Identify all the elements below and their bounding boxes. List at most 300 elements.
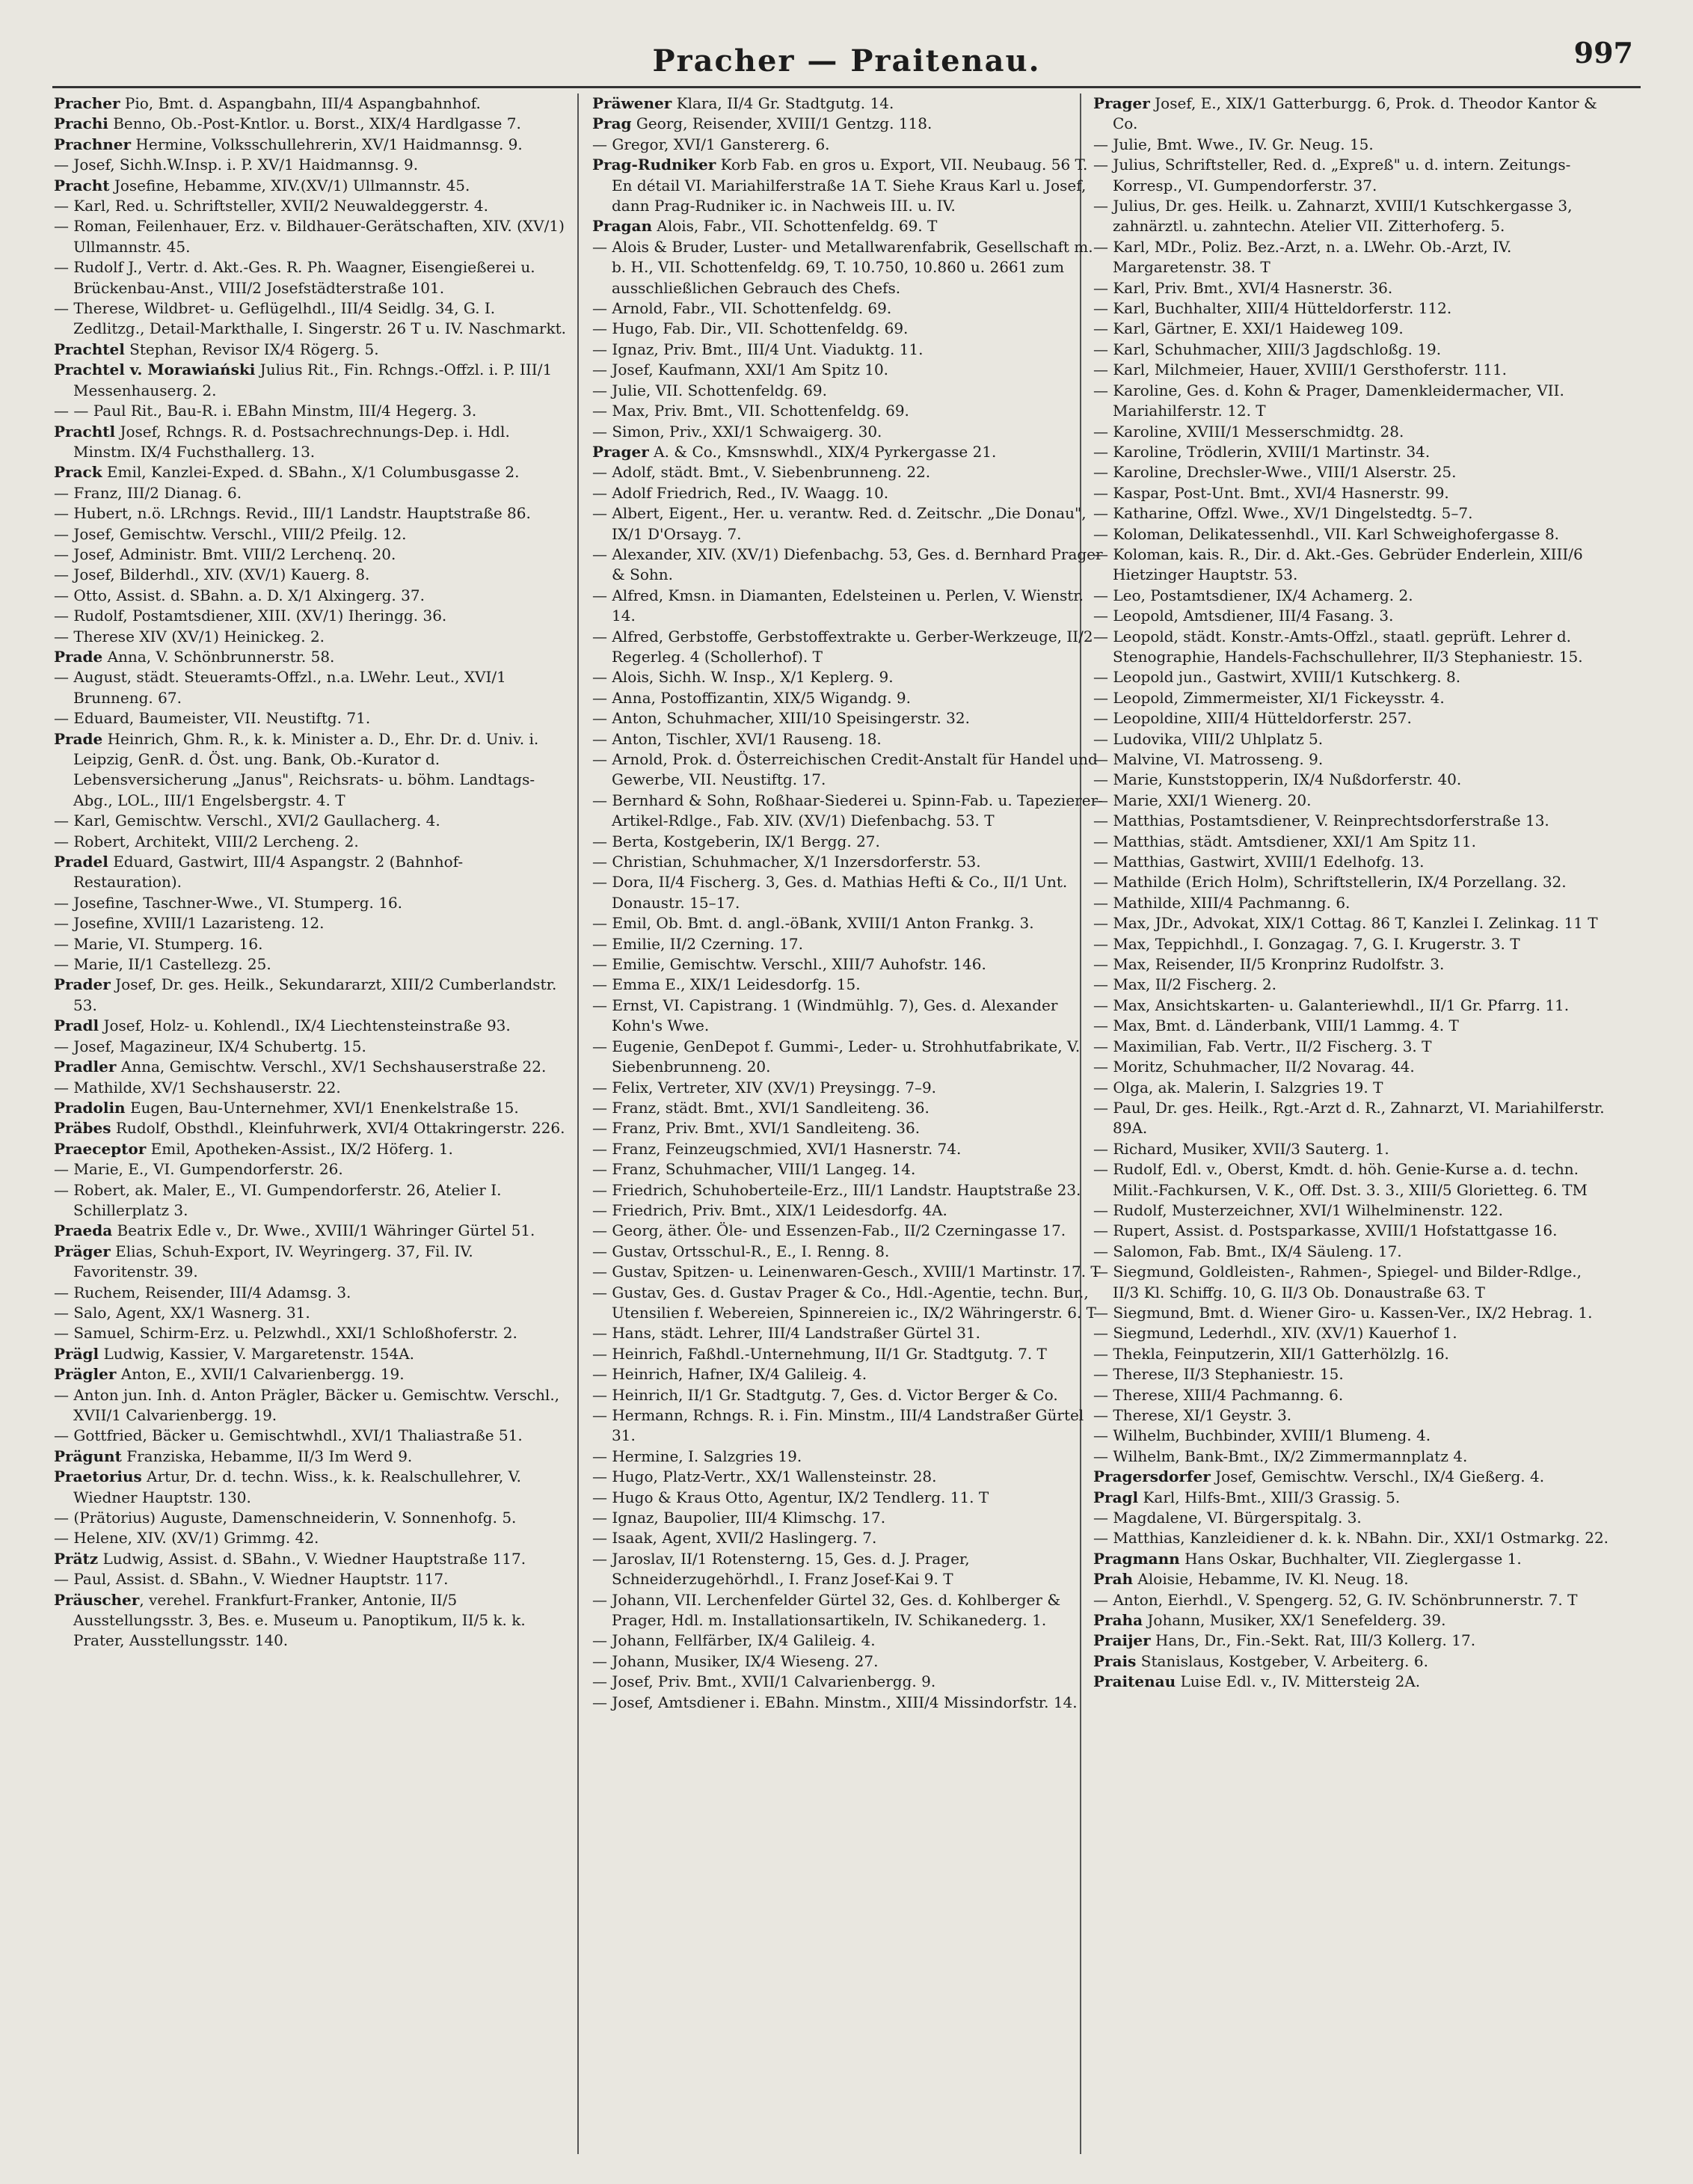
directory-entry bbox=[1093, 319, 1609, 339]
directory-entry bbox=[1093, 155, 1609, 196]
entry-details: — Leopold jun., Gastwirt, XVIII/1 Kutschkerg. 8. bbox=[1093, 668, 1461, 687]
entry-details: — Rudolf J., Vertr. d. Akt.-Ges. R. Ph. Waagner, Eisengießerei u. Brückenbau-Anst., VIII/2 Josefstädterstraße 101. bbox=[54, 258, 535, 297]
directory-entry bbox=[592, 503, 1108, 545]
entry-details: — Isaak, Agent, XVII/2 Haslingerg. 7. bbox=[592, 1529, 877, 1547]
directory-entry bbox=[592, 155, 1108, 216]
entry-details: — Karl, Gemischtw. Verschl., XVI/2 Gaullacherg. 4. bbox=[54, 812, 440, 830]
entry-details: — Paul, Dr. ges. Heilk., Rgt.-Arzt d. R., Zahnarzt, VI. Mariahilferstr. 89A. bbox=[1093, 1098, 1605, 1138]
entry-surname: Prägunt bbox=[54, 1447, 122, 1465]
directory-entry bbox=[54, 462, 570, 482]
entry-details: — Hugo, Platz-Vertr., XX/1 Wallensteinstr. 28. bbox=[592, 1467, 937, 1486]
entry-details: — Max, Teppichhdl., I. Gonzagag. 7, G. I. Krugerstr. 3. T bbox=[1093, 934, 1520, 953]
entry-details: — Hugo, Fab. Dir., VII. Schottenfeldg. 69. bbox=[592, 319, 909, 338]
directory-entry bbox=[54, 1344, 570, 1364]
directory-entry bbox=[54, 135, 570, 155]
entry-details: — Franz, städt. Bmt., XVI/1 Sandleiteng. 36. bbox=[592, 1098, 930, 1117]
entry-details: — Matthias, Kanzleidiener d. k. k. NBahn. Dir., XXI/1 Ostmarkg. 22. bbox=[1093, 1529, 1609, 1547]
directory-entry bbox=[54, 1364, 570, 1384]
directory-entry bbox=[1093, 1323, 1609, 1343]
directory-entry bbox=[592, 667, 1108, 687]
directory-entry bbox=[1093, 545, 1609, 586]
directory-entry bbox=[592, 1364, 1108, 1384]
directory-entry bbox=[1093, 1447, 1609, 1467]
entry-details: — Franz, III/2 Dianag. 6. bbox=[54, 483, 242, 502]
entry-details: — (Prätorius) Auguste, Damenschneiderin, V. Sonnenhofg. 5. bbox=[54, 1509, 517, 1527]
entry-details: — Katharine, Offzl. Wwe., XV/1 Dingelstedtg. 5–7. bbox=[1093, 504, 1473, 523]
directory-entry bbox=[1093, 442, 1609, 462]
directory-entry bbox=[592, 975, 1108, 995]
directory-entry bbox=[54, 606, 570, 626]
entry-details: — Adolf, städt. Bmt., V. Siebenbrunneng. 22. bbox=[592, 463, 931, 482]
page-number: 997 bbox=[1573, 36, 1633, 70]
directory-entry bbox=[592, 913, 1108, 933]
entry-surname: Prätz bbox=[54, 1549, 99, 1568]
directory-entry bbox=[1093, 135, 1609, 155]
directory-entry bbox=[592, 1159, 1108, 1180]
directory-entry bbox=[54, 1242, 570, 1283]
directory-entry bbox=[1093, 93, 1609, 135]
entry-surname: Praeceptor bbox=[54, 1139, 147, 1158]
directory-entry bbox=[1093, 893, 1609, 913]
directory-entry bbox=[1093, 196, 1609, 237]
directory-entry bbox=[1093, 1262, 1609, 1303]
directory-entry bbox=[54, 1221, 570, 1241]
entry-surname: Praetorius bbox=[54, 1467, 142, 1486]
directory-entry bbox=[592, 360, 1108, 380]
directory-entry bbox=[1093, 667, 1609, 687]
directory-entry bbox=[54, 1323, 570, 1343]
entry-details: Georg, Reisender, XVIII/1 Gentzg. 118. bbox=[631, 114, 932, 133]
directory-entry bbox=[54, 1037, 570, 1057]
entry-details: — Johann, Fellfärber, IX/4 Galileig. 4. bbox=[592, 1631, 876, 1650]
directory-entry bbox=[592, 1631, 1108, 1651]
entry-details: — Moritz, Schuhmacher, II/2 Novarag. 44. bbox=[1093, 1058, 1415, 1076]
entry-details: Korb Fab. en gros u. Export, VII. Neubaug. 56 T. En détail VI. Mariahilferstraße 1A T. Siehe Kraus Karl u. Josef, dann Prag-Rudniker ic. in Nachweis III. u. IV. bbox=[612, 156, 1088, 215]
directory-entry bbox=[54, 360, 570, 401]
entry-details: — Hermine, I. Salzgries 19. bbox=[592, 1447, 802, 1465]
entry-details: Hermine, Volksschullehrerin, XV/1 Haidmannsg. 9. bbox=[131, 135, 523, 153]
directory-entry bbox=[1093, 811, 1609, 831]
directory-entry bbox=[54, 565, 570, 585]
directory-entry bbox=[592, 381, 1108, 401]
directory-entry bbox=[54, 1118, 570, 1138]
entry-details: — Anton, Eierhdl., V. Spengerg. 52, G. IV. Schönbrunnerstr. 7. T bbox=[1093, 1590, 1578, 1609]
directory-entry bbox=[592, 545, 1108, 586]
entry-details: — Karoline, Ges. d. Kohn & Prager, Damenkleidermacher, VII. Mariahilferstr. 12. T bbox=[1093, 381, 1564, 420]
directory-entry bbox=[1093, 1610, 1609, 1631]
directory-entry bbox=[1093, 1508, 1609, 1528]
entry-details: Eugen, Bau-Unternehmer, XVI/1 Enenkelstraße 15. bbox=[125, 1098, 519, 1117]
entry-details: — Therese, XI/1 Geystr. 3. bbox=[1093, 1406, 1292, 1424]
entry-details: — Gottfried, Bäcker u. Gemischtwhdl., XVI/1 Thaliastraße 51. bbox=[54, 1426, 523, 1445]
directory-entry bbox=[54, 893, 570, 913]
entry-details: — Leopold, Amtsdiener, III/4 Fasang. 3. bbox=[1093, 607, 1394, 625]
directory-entry bbox=[54, 1590, 570, 1651]
entry-details: — Roman, Feilenhauer, Erz. v. Bildhauer-Gerätschaften, XIV. (XV/1) Ullmannstr. 45. bbox=[54, 217, 565, 256]
entry-details: — Franz, Priv. Bmt., XVI/1 Sandleiteng. 36. bbox=[592, 1119, 921, 1138]
entry-details: — Salo, Agent, XX/1 Wasnerg. 31. bbox=[54, 1303, 310, 1322]
directory-entry bbox=[1093, 381, 1609, 422]
column-left bbox=[54, 93, 570, 2162]
entry-surname: Praijer bbox=[1093, 1631, 1151, 1650]
directory-entry bbox=[1093, 524, 1609, 545]
directory-entry bbox=[1093, 749, 1609, 770]
entry-details: — Anton jun. Inh. d. Anton Prägler, Bäcker u. Gemischtw. Verschl., XVII/1 Calvarienbergg. 19. bbox=[54, 1385, 560, 1424]
entry-surname: Prager bbox=[1093, 94, 1150, 112]
entry-details: — Emilie, II/2 Czerning. 17. bbox=[592, 934, 804, 953]
directory-entry bbox=[592, 1693, 1108, 1713]
entry-details: — Anton, Tischler, XVI/1 Rauseng. 18. bbox=[592, 729, 882, 748]
directory-entry bbox=[1093, 688, 1609, 708]
directory-entry bbox=[54, 1139, 570, 1159]
directory-entry bbox=[54, 954, 570, 975]
entry-details: — Siegmund, Lederhdl., XIV. (XV/1) Kauerhof 1. bbox=[1093, 1324, 1457, 1343]
entry-details: — Anna, Postoffizantin, XIX/5 Wigandg. 9. bbox=[592, 688, 912, 707]
entry-details: — Kaspar, Post-Unt. Bmt., XVI/4 Hasnerstr. 99. bbox=[1093, 483, 1449, 502]
directory-entry bbox=[54, 1283, 570, 1303]
entry-surname: Prachner bbox=[54, 135, 132, 153]
entry-details: — Leopold, Zimmermeister, XI/1 Fickeysstr. 4. bbox=[1093, 688, 1445, 707]
directory-entry bbox=[1093, 708, 1609, 728]
directory-entry bbox=[54, 627, 570, 647]
directory-entry bbox=[1093, 503, 1609, 524]
entry-details: — Koloman, kais. R., Dir. d. Akt.-Ges. Gebrüder Enderlein, XIII/6 Hietzinger Hauptstr. 53. bbox=[1093, 545, 1583, 584]
directory-entry bbox=[1093, 1488, 1609, 1508]
entry-surname: Pradolin bbox=[54, 1098, 126, 1117]
column-divider bbox=[577, 93, 579, 2154]
entry-details: — Matthias, Gastwirt, XVIII/1 Edelhofg. 13. bbox=[1093, 853, 1425, 871]
directory-entry bbox=[592, 1262, 1108, 1282]
directory-entry bbox=[54, 667, 570, 708]
directory-entry bbox=[592, 442, 1108, 462]
entry-details: — Salomon, Fab. Bmt., IX/4 Säuleng. 17. bbox=[1093, 1242, 1402, 1260]
entry-surname: Pradel bbox=[54, 853, 108, 871]
entry-details: Stanislaus, Kostgeber, V. Arbeiterg. 6. bbox=[1136, 1651, 1428, 1670]
entry-details: — Jaroslav, II/1 Rotensterng. 15, Ges. d. J. Prager, Schneiderzugehörhdl., I. Franz Josef-Kai 9. T bbox=[592, 1549, 970, 1589]
directory-entry bbox=[54, 1078, 570, 1098]
directory-entry bbox=[1093, 1467, 1609, 1487]
entry-details: — Christian, Schuhmacher, X/1 Inzersdorferstr. 53. bbox=[592, 853, 981, 871]
directory-entry bbox=[592, 954, 1108, 975]
entry-details: — Ignaz, Baupolier, III/4 Klimschg. 17. bbox=[592, 1509, 886, 1527]
directory-entry bbox=[592, 1385, 1108, 1405]
entry-details: — Eduard, Baumeister, VII. Neustiftg. 71. bbox=[54, 709, 371, 728]
entry-details: — Heinrich, II/1 Gr. Stadtgutg. 7, Ges. d. Victor Berger & Co. bbox=[592, 1385, 1058, 1404]
directory-entry bbox=[54, 1447, 570, 1467]
entry-surname: Prag bbox=[592, 114, 632, 133]
entry-surname: Prachtel v. Morawiański bbox=[54, 361, 256, 379]
entry-details: — Johann, VII. Lerchenfelder Gürtel 32, Ges. d. Kohlberger & Prager, Hdl. m. Installationsartikeln, IV. Schikanederg. 1. bbox=[592, 1590, 1061, 1630]
header-rule bbox=[52, 86, 1641, 88]
directory-entry bbox=[1093, 1549, 1609, 1569]
entry-details: — Max, Priv. Bmt., VII. Schottenfeldg. 69. bbox=[592, 402, 909, 420]
directory-entry bbox=[1093, 1078, 1609, 1098]
entry-details: — Josefine, Taschner-Wwe., VI. Stumperg. 16. bbox=[54, 893, 403, 912]
directory-entry bbox=[1093, 627, 1609, 668]
entry-details: — Berta, Kostgeberin, IX/1 Bergg. 27. bbox=[592, 832, 880, 850]
entry-details: — Karoline, Drechsler-Wwe., VIII/1 Alserstr. 25. bbox=[1093, 463, 1457, 482]
entry-details: — Emilie, Gemischtw. Verschl., XIII/7 Auhofstr. 146. bbox=[592, 955, 986, 974]
directory-entry bbox=[54, 196, 570, 216]
entry-details: — Julius, Schriftsteller, Red. d. „Expreß" u. d. intern. Zeitungs-Korresp., VI. Gumpendorferstr. 37. bbox=[1093, 156, 1571, 194]
directory-entry bbox=[592, 1118, 1108, 1138]
entry-details: — Karl, Priv. Bmt., XVI/4 Hasnerstr. 36. bbox=[1093, 278, 1393, 297]
entry-surname: Prade bbox=[54, 729, 103, 748]
entry-surname: Prah bbox=[1093, 1570, 1134, 1589]
directory-entry bbox=[54, 1549, 570, 1569]
entry-surname: Prag-Rudniker bbox=[592, 156, 716, 174]
entry-details: — — Paul Rit., Bau-R. i. EBahn Minstm, III/4 Hegerg. 3. bbox=[54, 402, 477, 420]
entry-details: Josefine, Hebamme, XIV.(XV/1) Ullmannstr. 45. bbox=[109, 176, 470, 194]
entry-surname: Präwener bbox=[592, 94, 672, 112]
entry-details: Beatrix Edle v., Dr. Wwe., XVIII/1 Währinger Gürtel 51. bbox=[112, 1221, 535, 1240]
directory-entry bbox=[1093, 1385, 1609, 1405]
directory-entry bbox=[592, 422, 1108, 442]
directory-entry bbox=[592, 319, 1108, 339]
entry-details: — Josef, Gemischtw. Verschl., VIII/2 Pfeilg. 12. bbox=[54, 524, 407, 543]
entry-details: — Leopoldine, XIII/4 Hütteldorferstr. 257. bbox=[1093, 709, 1412, 728]
directory-entry bbox=[54, 586, 570, 606]
entry-surname: Prachtel bbox=[54, 340, 125, 358]
directory-entry bbox=[592, 586, 1108, 627]
directory-entry bbox=[592, 688, 1108, 708]
directory-entry bbox=[54, 1528, 570, 1548]
entry-details: — Arnold, Fabr., VII. Schottenfeldg. 69. bbox=[592, 299, 892, 318]
entry-details: — Siegmund, Bmt. d. Wiener Giro- u. Kassen-Ver., IX/2 Hebrag. 1. bbox=[1093, 1303, 1593, 1322]
entry-details: — Gustav, Ges. d. Gustav Prager & Co., Hdl.-Agentie, techn. Bur., Utensilien f. Webereien, Spinnereien ic., IX/2 Währingerstr. 6. T bbox=[592, 1283, 1096, 1322]
entry-details: — Johann, Musiker, IX/4 Wieseng. 27. bbox=[592, 1651, 879, 1670]
entry-details: Anna, Gemischtw. Verschl., XV/1 Sechshauserstraße 22. bbox=[116, 1058, 547, 1076]
entry-details: Alois, Fabr., VII. Schottenfeldg. 69. T bbox=[652, 217, 938, 236]
directory-entry bbox=[592, 298, 1108, 319]
directory-entry bbox=[1093, 872, 1609, 892]
directory-entry bbox=[592, 1447, 1108, 1467]
directory-entry bbox=[592, 340, 1108, 360]
directory-entry bbox=[54, 176, 570, 196]
directory-entry bbox=[1093, 237, 1609, 278]
entry-details: — Karl, Milchmeier, Hauer, XVIII/1 Gersthoferstr. 111. bbox=[1093, 361, 1508, 379]
directory-entry bbox=[1093, 360, 1609, 380]
directory-entry bbox=[54, 545, 570, 565]
entry-details: Emil, Apotheken-Assist., IX/2 Höferg. 1. bbox=[146, 1139, 453, 1158]
entry-details: , verehel. Frankfurt-Franker, Antonie, II/5 Ausstellungsstr. 3, Bes. e. Museum u. Panoptikum, II/5 k. k. Prater, Ausstellungsstr. 140. bbox=[73, 1590, 526, 1650]
entry-details: — Koloman, Delikatessenhdl., VII. Karl Schweighofergasse 8. bbox=[1093, 524, 1560, 543]
entry-details: — Alois & Bruder, Luster- und Metallwarenfabrik, Gesellschaft m. b. H., VII. Schottenfeldg. 69, T. 10.750, 10.860 u. 2661 zum ausschließlichen Gebrauch des Chefs. bbox=[592, 237, 1093, 297]
entry-details: Emil, Kanzlei-Exped. d. SBahn., X/1 Columbusgasse 2. bbox=[102, 463, 520, 482]
directory-entry bbox=[54, 298, 570, 340]
directory-entry bbox=[1093, 1057, 1609, 1077]
directory-entry bbox=[1093, 1344, 1609, 1364]
entry-details: — Karoline, XVIII/1 Messerschmidtg. 28. bbox=[1093, 422, 1404, 441]
entry-details: — Julie, VII. Schottenfeldg. 69. bbox=[592, 381, 827, 399]
directory-entry bbox=[592, 1590, 1108, 1631]
directory-entry bbox=[592, 1180, 1108, 1200]
directory-entry bbox=[592, 1200, 1108, 1221]
entry-surname: Prack bbox=[54, 463, 102, 482]
directory-entry bbox=[1093, 1672, 1609, 1692]
entry-details: Julius Rit., Fin. Rchngs.-Offzl. i. P. III/1 Messenhauserg. 2. bbox=[73, 361, 553, 399]
directory-entry bbox=[1093, 1221, 1609, 1241]
directory-entry bbox=[592, 1651, 1108, 1672]
entry-details: — Max, II/2 Fischerg. 2. bbox=[1093, 975, 1276, 994]
entry-details: — Hermann, Rchngs. R. i. Fin. Minstm., III/4 Landstraßer Gürtel 31. bbox=[592, 1406, 1084, 1445]
entry-details: Stephan, Revisor IX/4 Rögerg. 5. bbox=[124, 340, 379, 358]
directory-entry bbox=[54, 1180, 570, 1221]
entry-details: Klara, II/4 Gr. Stadtgutg. 14. bbox=[672, 94, 894, 112]
directory-entry bbox=[1093, 770, 1609, 790]
entry-details: — Josef, Sichh.W.Insp. i. P. XV/1 Haidmannsg. 9. bbox=[54, 156, 419, 174]
entry-details: Artur, Dr. d. techn. Wiss., k. k. Realschullehrer, V. Wiedner Hauptstr. 130. bbox=[73, 1467, 521, 1506]
entry-surname: Pracht bbox=[54, 176, 110, 194]
directory-entry bbox=[54, 811, 570, 831]
directory-entry bbox=[1093, 1590, 1609, 1610]
directory-entry bbox=[54, 483, 570, 503]
directory-entry bbox=[54, 729, 570, 812]
entry-details: — Mathilde, XV/1 Sechshauserstr. 22. bbox=[54, 1078, 341, 1096]
directory-entry bbox=[592, 1098, 1108, 1118]
entry-details: — Max, Reisender, II/5 Kronprinz Rudolfstr. 3. bbox=[1093, 955, 1445, 974]
entry-surname: Präger bbox=[54, 1242, 111, 1260]
entry-surname: Prachtl bbox=[54, 422, 116, 441]
entry-surname: Pradler bbox=[54, 1058, 117, 1076]
directory-entry bbox=[1093, 832, 1609, 852]
entry-details: Hans Oskar, Buchhalter, VII. Zieglergasse 1. bbox=[1179, 1549, 1522, 1568]
directory-entry bbox=[592, 1221, 1108, 1241]
directory-entry bbox=[54, 114, 570, 134]
entry-details: — Alois, Sichh. W. Insp., X/1 Keplerg. 9. bbox=[592, 668, 894, 687]
entry-details: — Friedrich, Priv. Bmt., XIX/1 Leidesdorfg. 4A. bbox=[592, 1200, 947, 1219]
entry-details: — Helene, XIV. (XV/1) Grimmg. 42. bbox=[54, 1529, 319, 1547]
directory-entry bbox=[54, 934, 570, 954]
entry-details: Josef, Holz- u. Kohlendl., IX/4 Liechtensteinstraße 93. bbox=[99, 1016, 511, 1035]
directory-entry bbox=[1093, 1651, 1609, 1672]
entry-details: Josef, Gemischtw. Verschl., IX/4 Gießerg. 4. bbox=[1210, 1467, 1545, 1486]
entry-details: — Thekla, Feinputzerin, XII/1 Gatterhölzlg. 16. bbox=[1093, 1344, 1449, 1363]
directory-entry bbox=[592, 791, 1108, 832]
directory-entry bbox=[54, 1569, 570, 1589]
directory-entry bbox=[592, 729, 1108, 749]
entry-details: — Julie, Bmt. Wwe., IV. Gr. Neug. 15. bbox=[1093, 135, 1374, 153]
entry-details: — Albert, Eigent., Her. u. verantw. Red. d. Zeitschr. „Die Donau", IX/1 D'Orsayg. 7. bbox=[592, 504, 1087, 543]
entry-details: — Rupert, Assist. d. Postsparkasse, XVIII/1 Hofstattgasse 16. bbox=[1093, 1221, 1558, 1240]
entry-surname: Prader bbox=[54, 975, 111, 994]
directory-entry bbox=[54, 647, 570, 667]
entry-details: — Karoline, Trödlerin, XVIII/1 Martinstr. 34. bbox=[1093, 442, 1431, 461]
entry-details: — Max, Ansichtskarten- u. Galanteriewhdl., II/1 Gr. Pfarrg. 11. bbox=[1093, 996, 1570, 1014]
directory-entry bbox=[592, 832, 1108, 852]
entry-details: — Mathilde (Erich Holm), Schriftstellerin, IX/4 Porzellang. 32. bbox=[1093, 873, 1567, 892]
entry-details: — Hans, städt. Lehrer, III/4 Landstraßer Gürtel 31. bbox=[592, 1324, 980, 1343]
directory-entry bbox=[592, 114, 1108, 134]
directory-entry bbox=[592, 1283, 1108, 1324]
directory-entry bbox=[592, 934, 1108, 954]
directory-entry bbox=[592, 1344, 1108, 1364]
directory-entry bbox=[1093, 975, 1609, 995]
entry-details: — Julius, Dr. ges. Heilk. u. Zahnarzt, XVIII/1 Kutschkergasse 3, zahnärztl. u. zahntechn. Atelier VII. Zitterhoferg. 5. bbox=[1093, 197, 1573, 236]
entry-details: — Robert, ak. Maler, E., VI. Gumpendorferstr. 26, Atelier I. Schillerplatz 3. bbox=[54, 1180, 502, 1219]
directory-entry bbox=[1093, 586, 1609, 606]
directory-entry bbox=[592, 1139, 1108, 1159]
directory-entry bbox=[54, 216, 570, 257]
directory-entry bbox=[54, 524, 570, 545]
entry-surname: Pracher bbox=[54, 94, 120, 112]
entry-surname: Prägl bbox=[54, 1344, 99, 1363]
entry-details: Eduard, Gastwirt, III/4 Aspangstr. 2 (Bahnhof-Restauration). bbox=[73, 853, 464, 892]
entry-details: — Ignaz, Priv. Bmt., III/4 Unt. Viaduktg. 11. bbox=[592, 340, 924, 358]
entry-details: — Gustav, Ortsschul-R., E., I. Renng. 8. bbox=[592, 1242, 890, 1260]
entry-surname: Pragmann bbox=[1093, 1549, 1180, 1568]
entry-details: — Josef, Bilderhdl., XIV. (XV/1) Kauerg. 8. bbox=[54, 565, 370, 584]
entry-details: — Wilhelm, Bank-Bmt., IX/2 Zimmermannplatz 4. bbox=[1093, 1447, 1468, 1465]
directory-entry bbox=[54, 1426, 570, 1446]
directory-entry bbox=[54, 975, 570, 1016]
entry-details: — Otto, Assist. d. SBahn. a. D. X/1 Alxingerg. 37. bbox=[54, 586, 425, 604]
entry-details: — Maximilian, Fab. Vertr., II/2 Fischerg. 3. T bbox=[1093, 1037, 1432, 1055]
directory-entry bbox=[1093, 954, 1609, 975]
directory-entry bbox=[54, 1098, 570, 1118]
entry-details: — Franz, Schuhmacher, VIII/1 Langeg. 14. bbox=[592, 1160, 916, 1179]
entry-details: — Ruchem, Reisender, III/4 Adamsg. 3. bbox=[54, 1283, 351, 1301]
directory-entry bbox=[54, 1159, 570, 1180]
directory-entry bbox=[54, 401, 570, 421]
entry-details: — Leopold, städt. Konstr.-Amts-Offzl., staatl. geprüft. Lehrer d. Stenographie, Handels-Fachschullehrer, II/3 Stephaniestr. 15. bbox=[1093, 627, 1583, 666]
directory-entry bbox=[1093, 462, 1609, 482]
entry-details: — Karl, Red. u. Schriftsteller, XVII/2 Neuwaldeggerstr. 4. bbox=[54, 197, 488, 215]
directory-entry bbox=[1093, 1159, 1609, 1200]
entry-details: Johann, Musiker, XX/1 Senefelderg. 39. bbox=[1143, 1611, 1446, 1630]
entry-details: — Karl, Schuhmacher, XIII/3 Jagdschloßg. 19. bbox=[1093, 340, 1442, 358]
directory-entry bbox=[1093, 1528, 1609, 1548]
entry-surname: Prachi bbox=[54, 114, 108, 133]
entry-details: — Gustav, Spitzen- u. Leinenwaren-Gesch., XVIII/1 Martinstr. 17. T bbox=[592, 1263, 1101, 1281]
directory-entry bbox=[592, 483, 1108, 503]
directory-entry bbox=[54, 1385, 570, 1426]
entry-surname: Prais bbox=[1093, 1651, 1137, 1670]
entry-details: — Ernst, VI. Capistrang. 1 (Windmühlg. 7), Ges. d. Alexander Kohn's Wwe. bbox=[592, 996, 1058, 1035]
entry-details: — Heinrich, Hafner, IX/4 Galileig. 4. bbox=[592, 1365, 867, 1384]
directory-entry bbox=[592, 1467, 1108, 1487]
entry-details: Hans, Dr., Fin.-Sekt. Rat, III/3 Kollerg. 17. bbox=[1150, 1631, 1476, 1650]
entry-details: — Bernhard & Sohn, Roßhaar-Siederei u. Spinn-Fab. u. Tapezierer-Artikel-Rdlge., Fab. XIV. (XV/1) Diefenbachg. 53. T bbox=[592, 791, 1103, 830]
directory-entry bbox=[1093, 1405, 1609, 1426]
entry-surname: Präbes bbox=[54, 1119, 111, 1138]
entry-details: — Max, JDr., Advokat, XIX/1 Cottag. 86 T, Kanzlei I. Zelinkag. 11 T bbox=[1093, 914, 1598, 933]
entry-details: — Siegmund, Goldleisten-, Rahmen-, Spiegel- und Bilder-Rdlge., II/3 Kl. Schiffg. 10, G. II/3 Ob. Donaustraße 63. T bbox=[1093, 1263, 1582, 1301]
entry-details: — Richard, Musiker, XVII/3 Sauterg. 1. bbox=[1093, 1139, 1389, 1158]
entry-surname: Praitenau bbox=[1093, 1672, 1176, 1691]
directory-entry bbox=[1093, 1098, 1609, 1139]
running-head: Pracher — Praitenau. bbox=[652, 43, 1041, 79]
entry-details: — Alfred, Gerbstoffe, Gerbstoffextrakte u. Gerber-Werkzeuge, II/2 Regerleg. 4 (Schollerhof). T bbox=[592, 627, 1093, 666]
directory-entry bbox=[54, 503, 570, 524]
entry-details: Josef, Dr. ges. Heilk., Sekundararzt, XIII/2 Cumberlandstr. 53. bbox=[73, 975, 557, 1014]
directory-entry bbox=[54, 1508, 570, 1528]
directory-entry bbox=[1093, 422, 1609, 442]
entry-details: — Wilhelm, Buchbinder, XVIII/1 Blumeng. 4. bbox=[1093, 1426, 1431, 1445]
entry-details: — Therese, II/3 Stephaniestr. 15. bbox=[1093, 1365, 1344, 1384]
directory-entry bbox=[1093, 1242, 1609, 1262]
entry-details: — Alexander, XIV. (XV/1) Diefenbachg. 53, Ges. d. Bernhard Prager & Sohn. bbox=[592, 545, 1103, 584]
entry-details: — Matthias, städt. Amtsdiener, XXI/1 Am Spitz 11. bbox=[1093, 832, 1476, 850]
entry-details: — Therese XIV (XV/1) Heinickeg. 2. bbox=[54, 627, 325, 645]
directory-entry bbox=[1093, 1139, 1609, 1159]
entry-details: — Karl, MDr., Poliz. Bez.-Arzt, n. a. LWehr. Ob.-Arzt, IV. Margaretenstr. 38. T bbox=[1093, 237, 1512, 277]
entry-details: — Anton, Schuhmacher, XIII/10 Speisingerstr. 32. bbox=[592, 709, 970, 728]
entry-details: — Dora, II/4 Fischerg. 3, Ges. d. Mathias Hefti & Co., II/1 Unt. Donaustr. 15–17. bbox=[592, 873, 1068, 912]
directory-entry bbox=[1093, 340, 1609, 360]
directory-entry bbox=[1093, 1200, 1609, 1221]
entry-details: — Karl, Gärtner, E. XXI/1 Haideweg 109. bbox=[1093, 319, 1404, 338]
